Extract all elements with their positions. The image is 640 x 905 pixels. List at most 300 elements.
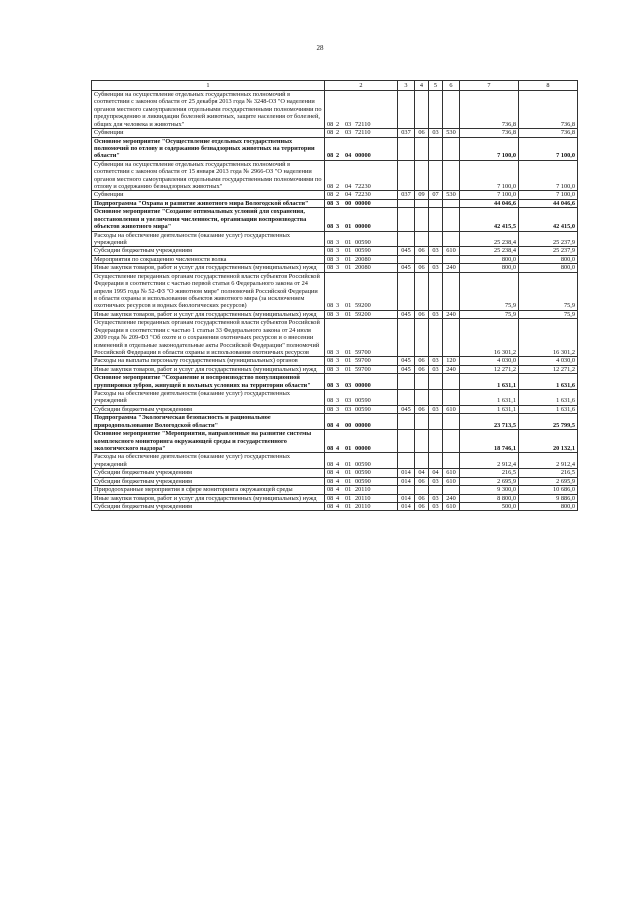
section-code [415, 374, 429, 390]
ministry-code [398, 272, 415, 310]
row-name: Подпрограмма "Охрана и развитие животного мира Вологодской области" [92, 199, 325, 207]
program-code [325, 264, 398, 272]
section-code: 06 [415, 365, 429, 373]
subsection-code [429, 430, 443, 453]
amount-year-2: 7 100,0 [519, 137, 578, 160]
expense-type-code: 610 [443, 405, 460, 413]
ministry-code [398, 319, 415, 357]
ministry-code [398, 137, 415, 160]
row-name: Иные закупки товаров, работ и услуг для государственных (муниципальных) нужд [92, 494, 325, 502]
amount-year-2: 7 100,0 [519, 191, 578, 199]
table-row [92, 477, 578, 485]
amount-year-2: 736,8 [519, 91, 578, 129]
program-code-part: 72110 [355, 129, 371, 137]
program-code-part: 08 [327, 191, 334, 199]
program-code-part: 03 [345, 129, 352, 137]
program-code-part: 01 [345, 477, 352, 485]
subsection-code [429, 199, 443, 207]
subsection-code [429, 374, 443, 390]
program-code-part: 03 [345, 381, 352, 389]
ministry-code: 014 [398, 477, 415, 485]
program-code-part: 01 [345, 239, 352, 247]
amount-year-2: 12 271,2 [519, 365, 578, 373]
table-row [92, 405, 578, 413]
amount-year-2: 800,0 [519, 255, 578, 263]
table-row [92, 231, 578, 247]
amount-year-2: 20 132,1 [519, 430, 578, 453]
row-name: Осуществление переданных органам государственной власти субъектов Российской Федерации в соответствии с частью 1 статьи 33 Федерального закона от 24 июля 2009 года № 209-ФЗ "Об охоте и о сохранении охотничьих ресурсов и о внесении изменений в отдельные законодательные акты Российской Федерации" полномочий Российской Федерации в области охраны и использования охотничьих ресурсов [92, 319, 325, 357]
expense-type-code: 120 [443, 357, 460, 365]
table-row [92, 319, 578, 357]
ministry-code [398, 199, 415, 207]
program-code-part: 01 [345, 302, 352, 310]
section-code [415, 430, 429, 453]
program-code-part: 08 [327, 247, 334, 255]
column-header: 2 [325, 81, 398, 91]
amount-year-2: 75,9 [519, 272, 578, 310]
amount-year-2: 800,0 [519, 502, 578, 510]
subsection-code [429, 231, 443, 247]
row-name: Основное мероприятие "Осуществление отдельных государственных полномочий по отлову и содержанию безнадзорных животных на территории области" [92, 137, 325, 160]
subsection-code [429, 208, 443, 231]
table-row [92, 357, 578, 365]
column-header: 8 [519, 81, 578, 91]
program-code [325, 310, 398, 318]
table-row [92, 272, 578, 310]
amount-year-1: 800,0 [460, 255, 519, 263]
program-code-part: 00590 [355, 247, 371, 255]
program-code-part: 00000 [355, 381, 371, 389]
program-code-part: 00 [345, 199, 352, 207]
section-code [415, 231, 429, 247]
table-row [92, 469, 578, 477]
program-code-part: 08 [327, 302, 334, 310]
program-code-part: 20080 [355, 255, 371, 263]
section-code: 06 [415, 477, 429, 485]
section-code [415, 453, 429, 469]
amount-year-2: 10 686,0 [519, 486, 578, 494]
program-code-part: 01 [345, 494, 352, 502]
amount-year-1: 8 800,0 [460, 494, 519, 502]
program-code [325, 255, 398, 263]
program-code-part: 20110 [355, 502, 371, 510]
expense-type-code [443, 208, 460, 231]
amount-year-1: 2 695,9 [460, 477, 519, 485]
program-code-part: 03 [345, 405, 352, 413]
subsection-code [429, 91, 443, 129]
program-code [325, 160, 398, 191]
expense-type-code [443, 137, 460, 160]
program-code-part: 08 [327, 357, 334, 365]
row-name: Субвенции [92, 191, 325, 199]
amount-year-1: 7 100,0 [460, 191, 519, 199]
row-name: Расходы на выплаты персоналу государственных (муниципальных) органов [92, 357, 325, 365]
program-code-part: 04 [345, 191, 352, 199]
program-code-part: 08 [327, 365, 334, 373]
expense-type-code [443, 319, 460, 357]
program-code-part: 20110 [355, 486, 371, 494]
row-name: Мероприятия по сокращению численности волка [92, 255, 325, 263]
program-code-part: 00000 [355, 199, 371, 207]
ministry-code: 014 [398, 502, 415, 510]
program-code-part: 01 [345, 264, 352, 272]
amount-year-2: 2 695,9 [519, 477, 578, 485]
section-code [415, 137, 429, 160]
section-code: 06 [415, 357, 429, 365]
amount-year-1: 1 631,1 [460, 390, 519, 406]
table-row [92, 494, 578, 502]
amount-year-1: 216,5 [460, 469, 519, 477]
section-code [415, 390, 429, 406]
amount-year-1: 1 631,1 [460, 374, 519, 390]
amount-year-1: 7 100,0 [460, 160, 519, 191]
program-code-part: 4 [336, 494, 340, 502]
program-code-part: 08 [327, 502, 334, 510]
program-code-part: 08 [327, 255, 334, 263]
program-code [325, 365, 398, 373]
table-row [92, 160, 578, 191]
expense-type-code: 240 [443, 494, 460, 502]
expense-type-code [443, 231, 460, 247]
section-code [415, 319, 429, 357]
program-code-part: 00590 [355, 405, 371, 413]
column-header: 6 [443, 81, 460, 91]
subsection-code: 03 [429, 477, 443, 485]
expense-type-code [443, 414, 460, 430]
program-code-part: 08 [327, 494, 334, 502]
row-name: Субсидии бюджетным учреждениям [92, 469, 325, 477]
program-code [325, 477, 398, 485]
amount-year-1: 9 300,0 [460, 486, 519, 494]
program-code [325, 129, 398, 137]
program-code [325, 199, 398, 207]
ministry-code [398, 91, 415, 129]
program-code-part: 08 [327, 381, 334, 389]
table-row [92, 264, 578, 272]
program-code [325, 469, 398, 477]
amount-year-1: 23 713,5 [460, 414, 519, 430]
column-header: 5 [429, 81, 443, 91]
program-code-part: 01 [345, 310, 352, 318]
table-header-row [92, 81, 578, 91]
ministry-code [398, 208, 415, 231]
program-code [325, 319, 398, 357]
section-code [415, 272, 429, 310]
amount-year-2: 25 799,5 [519, 414, 578, 430]
amount-year-1: 75,9 [460, 272, 519, 310]
section-code [415, 208, 429, 231]
program-code-part: 2 [336, 129, 340, 137]
ministry-code [398, 390, 415, 406]
subsection-code [429, 390, 443, 406]
program-code-part: 72230 [355, 191, 371, 199]
program-code-part: 59700 [355, 365, 371, 373]
table-row [92, 502, 578, 510]
expense-type-code [443, 272, 460, 310]
amount-year-1: 7 100,0 [460, 137, 519, 160]
program-code-part: 08 [327, 444, 334, 452]
column-header: 4 [415, 81, 429, 91]
table-row [92, 390, 578, 406]
program-code-part: 4 [336, 502, 340, 510]
program-code-part: 3 [336, 264, 340, 272]
amount-year-2: 1 631,6 [519, 374, 578, 390]
program-code-part: 00590 [355, 239, 371, 247]
program-code-part: 08 [327, 348, 334, 356]
program-code-part: 2 [336, 191, 340, 199]
program-code-part: 59700 [355, 348, 371, 356]
program-code-part: 00000 [355, 444, 371, 452]
program-code-part: 4 [336, 477, 340, 485]
budget-table [91, 80, 578, 511]
section-code: 06 [415, 502, 429, 510]
subsection-code: 04 [429, 469, 443, 477]
row-name: Субсидии бюджетным учреждениям [92, 502, 325, 510]
expense-type-code [443, 91, 460, 129]
program-code-part: 01 [345, 502, 352, 510]
amount-year-2: 800,0 [519, 264, 578, 272]
amount-year-2: 9 886,0 [519, 494, 578, 502]
table-row [92, 191, 578, 199]
program-code [325, 453, 398, 469]
program-code-part: 08 [327, 460, 334, 468]
section-code: 06 [415, 264, 429, 272]
program-code-part: 3 [336, 310, 340, 318]
table-row [92, 208, 578, 231]
program-code-part: 72230 [355, 183, 371, 191]
program-code-part: 04 [345, 183, 352, 191]
expense-type-code: 530 [443, 191, 460, 199]
program-code-part: 01 [345, 365, 352, 373]
subsection-code [429, 272, 443, 310]
program-code [325, 357, 398, 365]
ministry-code: 045 [398, 247, 415, 255]
program-code-part: 3 [336, 247, 340, 255]
amount-year-1: 16 301,2 [460, 319, 519, 357]
expense-type-code: 610 [443, 477, 460, 485]
program-code-part: 00590 [355, 460, 371, 468]
section-code [415, 414, 429, 430]
program-code-part: 4 [336, 444, 340, 452]
program-code-part: 59700 [355, 357, 371, 365]
expense-type-code [443, 199, 460, 207]
program-code [325, 91, 398, 129]
subsection-code: 03 [429, 129, 443, 137]
program-code-part: 3 [336, 381, 340, 389]
amount-year-2: 42 415,0 [519, 208, 578, 231]
program-code-part: 08 [327, 469, 334, 477]
amount-year-1: 736,8 [460, 129, 519, 137]
program-code-part: 08 [327, 421, 334, 429]
program-code [325, 502, 398, 510]
row-name: Субвенции [92, 129, 325, 137]
amount-year-1: 736,8 [460, 91, 519, 129]
table-row [92, 365, 578, 373]
program-code-part: 08 [327, 405, 334, 413]
program-code-part: 08 [327, 223, 334, 231]
program-code [325, 414, 398, 430]
subsection-code: 03 [429, 494, 443, 502]
row-name: Субсидии бюджетным учреждениям [92, 405, 325, 413]
amount-year-1: 18 746,1 [460, 430, 519, 453]
program-code-part: 01 [345, 469, 352, 477]
ministry-code [398, 231, 415, 247]
program-code-part: 3 [336, 302, 340, 310]
amount-year-1: 25 238,4 [460, 247, 519, 255]
program-code-part: 04 [345, 152, 352, 160]
program-code-part: 01 [345, 486, 352, 494]
program-code-part: 4 [336, 486, 340, 494]
amount-year-1: 1 631,1 [460, 405, 519, 413]
section-code [415, 486, 429, 494]
program-code-part: 08 [327, 310, 334, 318]
program-code-part: 20080 [355, 264, 371, 272]
ministry-code: 014 [398, 469, 415, 477]
row-name: Основное мероприятие "Сохранение и воспроизводство популяционной группировки зубров, живущей в вольных условиях на территории области" [92, 374, 325, 390]
amount-year-2: 75,9 [519, 310, 578, 318]
subsection-code [429, 137, 443, 160]
ministry-code: 045 [398, 310, 415, 318]
program-code-part: 3 [336, 405, 340, 413]
section-code: 09 [415, 191, 429, 199]
ministry-code [398, 255, 415, 263]
expense-type-code: 610 [443, 469, 460, 477]
program-code-part: 01 [345, 460, 352, 468]
program-code-part: 01 [345, 357, 352, 365]
program-code [325, 374, 398, 390]
column-header: 3 [398, 81, 415, 91]
row-name: Основное мероприятие "Мероприятия, направленные на развитие системы комплексного мониторинга окружающей среды и государственного экологического надзора" [92, 430, 325, 453]
amount-year-2: 44 046,6 [519, 199, 578, 207]
ministry-code: 045 [398, 264, 415, 272]
section-code [415, 199, 429, 207]
row-name: Иные закупки товаров, работ и услуг для государственных (муниципальных) нужд [92, 264, 325, 272]
table-row [92, 414, 578, 430]
expense-type-code [443, 255, 460, 263]
program-code-part: 59200 [355, 310, 371, 318]
row-name: Подпрограмма "Экологическая безопасность и рациональное природопользование Вологодской области" [92, 414, 325, 430]
row-name: Расходы на обеспечение деятельности (оказание услуг) государственных учреждений [92, 453, 325, 469]
subsection-code: 03 [429, 264, 443, 272]
program-code-part: 08 [327, 129, 334, 137]
amount-year-2: 2 912,4 [519, 453, 578, 469]
amount-year-2: 4 030,0 [519, 357, 578, 365]
row-name: Природоохранные мероприятия в сфере мониторинга окружающей среды [92, 486, 325, 494]
expense-type-code: 240 [443, 365, 460, 373]
expense-type-code: 610 [443, 502, 460, 510]
ministry-code: 014 [398, 494, 415, 502]
amount-year-1: 2 912,4 [460, 453, 519, 469]
expense-type-code [443, 453, 460, 469]
subsection-code: 03 [429, 247, 443, 255]
program-code-part: 20110 [355, 494, 371, 502]
program-code-part: 08 [327, 239, 334, 247]
subsection-code [429, 319, 443, 357]
program-code [325, 486, 398, 494]
row-name: Иные закупки товаров, работ и услуг для государственных (муниципальных) нужд [92, 310, 325, 318]
program-code-part: 08 [327, 397, 334, 405]
program-code-part: 00000 [355, 421, 371, 429]
column-header: 1 [92, 81, 325, 91]
program-code-part: 01 [345, 348, 352, 356]
subsection-code [429, 453, 443, 469]
subsection-code [429, 255, 443, 263]
ministry-code [398, 160, 415, 191]
program-code [325, 208, 398, 231]
amount-year-1: 42 415,5 [460, 208, 519, 231]
program-code-part: 3 [336, 397, 340, 405]
section-code: 04 [415, 469, 429, 477]
amount-year-1: 4 030,0 [460, 357, 519, 365]
subsection-code [429, 414, 443, 430]
program-code-part: 01 [345, 255, 352, 263]
expense-type-code: 610 [443, 247, 460, 255]
table-row [92, 247, 578, 255]
program-code-part: 08 [327, 486, 334, 494]
table-row [92, 310, 578, 318]
program-code-part: 08 [327, 477, 334, 485]
program-code-part: 4 [336, 421, 340, 429]
section-code [415, 255, 429, 263]
table-row [92, 199, 578, 207]
program-code-part: 01 [345, 444, 352, 452]
expense-type-code [443, 160, 460, 191]
table-row [92, 374, 578, 390]
program-code-part: 00590 [355, 397, 371, 405]
row-name: Осуществление переданных органам государственной власти субъектов Российской Федерации в соответствии с частью первой статьи 6 Федерального закона от 24 апреля 1995 года № 52-ФЗ "О животном мире" полномочий Российской Федерации в области охраны и использования объектов животного мира (за исключением охотничьих ресурсов и водных биологических ресурсов) [92, 272, 325, 310]
row-name: Субсидии бюджетным учреждениям [92, 247, 325, 255]
ministry-code: 045 [398, 365, 415, 373]
expense-type-code [443, 374, 460, 390]
amount-year-1: 75,9 [460, 310, 519, 318]
program-code-part: 08 [327, 152, 334, 160]
amount-year-2: 25 237,9 [519, 231, 578, 247]
program-code-part: 03 [345, 397, 352, 405]
program-code-part: 4 [336, 469, 340, 477]
row-name: Основное мероприятие "Создание оптимальных условий для сохранения, восстановления и увеличения численности, организации воспроизводства объектов животного мира" [92, 208, 325, 231]
program-code-part: 01 [345, 247, 352, 255]
program-code-part: 00000 [355, 152, 371, 160]
ministry-code [398, 486, 415, 494]
program-code [325, 191, 398, 199]
amount-year-2: 216,5 [519, 469, 578, 477]
program-code-part: 3 [336, 199, 340, 207]
section-code [415, 91, 429, 129]
ministry-code: 037 [398, 129, 415, 137]
ministry-code [398, 453, 415, 469]
row-name: Субвенции на осуществление отдельных государственных полномочий в соответствии с законом области от 15 января 2013 года № 2966-ОЗ "О наделении органов местного самоуправления отдельными государственными полномочиями по отлову и содержанию безнадзорных животных" [92, 160, 325, 191]
program-code-part: 08 [327, 199, 334, 207]
subsection-code: 03 [429, 502, 443, 510]
row-name: Иные закупки товаров, работ и услуг для государственных (муниципальных) нужд [92, 365, 325, 373]
expense-type-code [443, 390, 460, 406]
subsection-code: 03 [429, 405, 443, 413]
ministry-code: 037 [398, 191, 415, 199]
table-row [92, 430, 578, 453]
amount-year-2: 7 100,0 [519, 160, 578, 191]
column-header: 7 [460, 81, 519, 91]
program-code-part: 03 [345, 120, 352, 128]
program-code-part: 3 [336, 239, 340, 247]
program-code [325, 231, 398, 247]
amount-year-1: 25 238,4 [460, 231, 519, 247]
expense-type-code: 240 [443, 310, 460, 318]
ministry-code: 045 [398, 357, 415, 365]
program-code [325, 430, 398, 453]
ministry-code [398, 374, 415, 390]
amount-year-2: 736,8 [519, 129, 578, 137]
table-row [92, 255, 578, 263]
